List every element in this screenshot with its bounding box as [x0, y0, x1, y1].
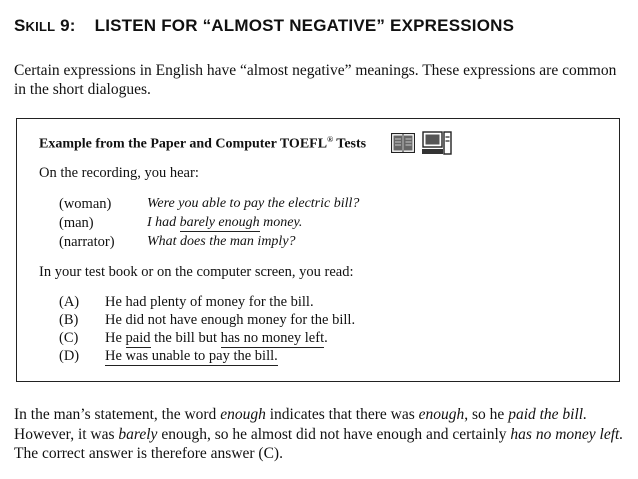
speaker-narrator: (narrator): [59, 234, 115, 250]
skill-s: S: [14, 16, 26, 35]
recording-line: On the recording, you hear:: [39, 165, 199, 181]
option-d-letter: (D): [59, 348, 80, 364]
barely-enough-underline: barely enough: [179, 215, 260, 230]
read-line: In your test book or on the computer screen, you read:: [39, 264, 354, 280]
skill-rest: KILL: [25, 19, 56, 34]
option-a-letter: (A): [59, 294, 80, 310]
option-c-letter: (C): [59, 330, 79, 346]
no-money-left-underline: has no money left: [220, 330, 325, 346]
option-b-letter: (B): [59, 312, 79, 328]
skill-number: 9:: [55, 16, 76, 35]
man-line: I had barely enough money.: [147, 215, 303, 230]
option-c: He paid the bill but has no money left.: [105, 330, 328, 346]
speaker-woman: (woman): [59, 196, 112, 212]
skill-title: LISTEN FOR “ALMOST NEGATIVE” EXPRESSIONS: [94, 16, 515, 35]
speaker-man: (man): [59, 215, 94, 231]
option-a: He had plenty of money for the bill.: [105, 294, 314, 310]
book-icon: [391, 133, 415, 153]
narrator-line: What does the man imply?: [147, 234, 296, 249]
example-box: [16, 118, 620, 382]
computer-icon: [422, 131, 452, 155]
skill-heading: [14, 16, 514, 36]
explanation-paragraph: In the man’s statement, the word enough indicates that there was enough, so he paid the bill. However, it was barely enough, so he almost did not have enough and certainly has no money left. The correct answer is therefore answer (C).: [14, 406, 624, 462]
intro-paragraph: Certain expressions in English have “almost negative” meanings. These expressions are common in the short dialogues.: [14, 62, 617, 98]
paid-underline: paid: [125, 330, 151, 346]
example-title: Example from the Paper and Computer TOEFL® Tests: [39, 135, 367, 152]
woman-line: Were you able to pay the electric bill?: [147, 196, 360, 211]
option-b: He did not have enough money for the bill.: [105, 312, 356, 328]
option-d: He was unable to pay the bill.: [105, 348, 278, 364]
